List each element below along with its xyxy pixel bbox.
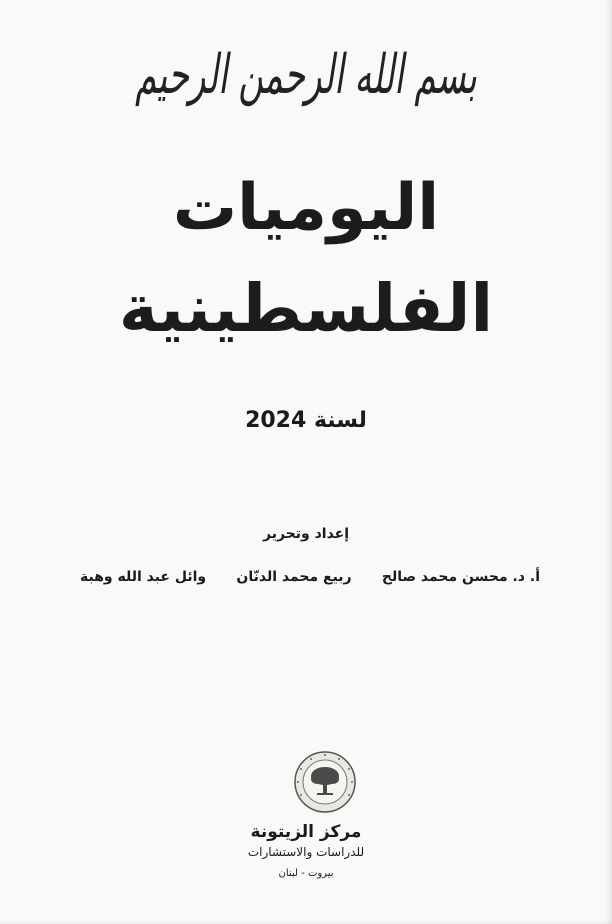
author-1: أ. د. محسن محمد صالح (381, 569, 540, 585)
book-title-line-1: اليوميات (172, 171, 440, 245)
publisher-city: بيروت - لبنان (278, 868, 334, 879)
book-title-line-2: الفلسطينية (118, 270, 494, 347)
authors-list (80, 570, 540, 584)
publisher-name: مركز الزيتونة (250, 822, 362, 842)
basmala-calligraphy: بسم الله الرحمن الرحيم (135, 43, 477, 108)
author-3: وائل عبد الله وهبة (80, 569, 207, 585)
author-2: ربيع محمد الدنّان (236, 569, 352, 585)
year-subtitle: لسنة 2024 (245, 408, 367, 433)
prepared-by-label: إعداد وتحرير (262, 526, 350, 542)
publisher-subtitle: للدراسات والاستشارات (247, 845, 365, 859)
olive-tree-seal-icon (293, 750, 357, 814)
